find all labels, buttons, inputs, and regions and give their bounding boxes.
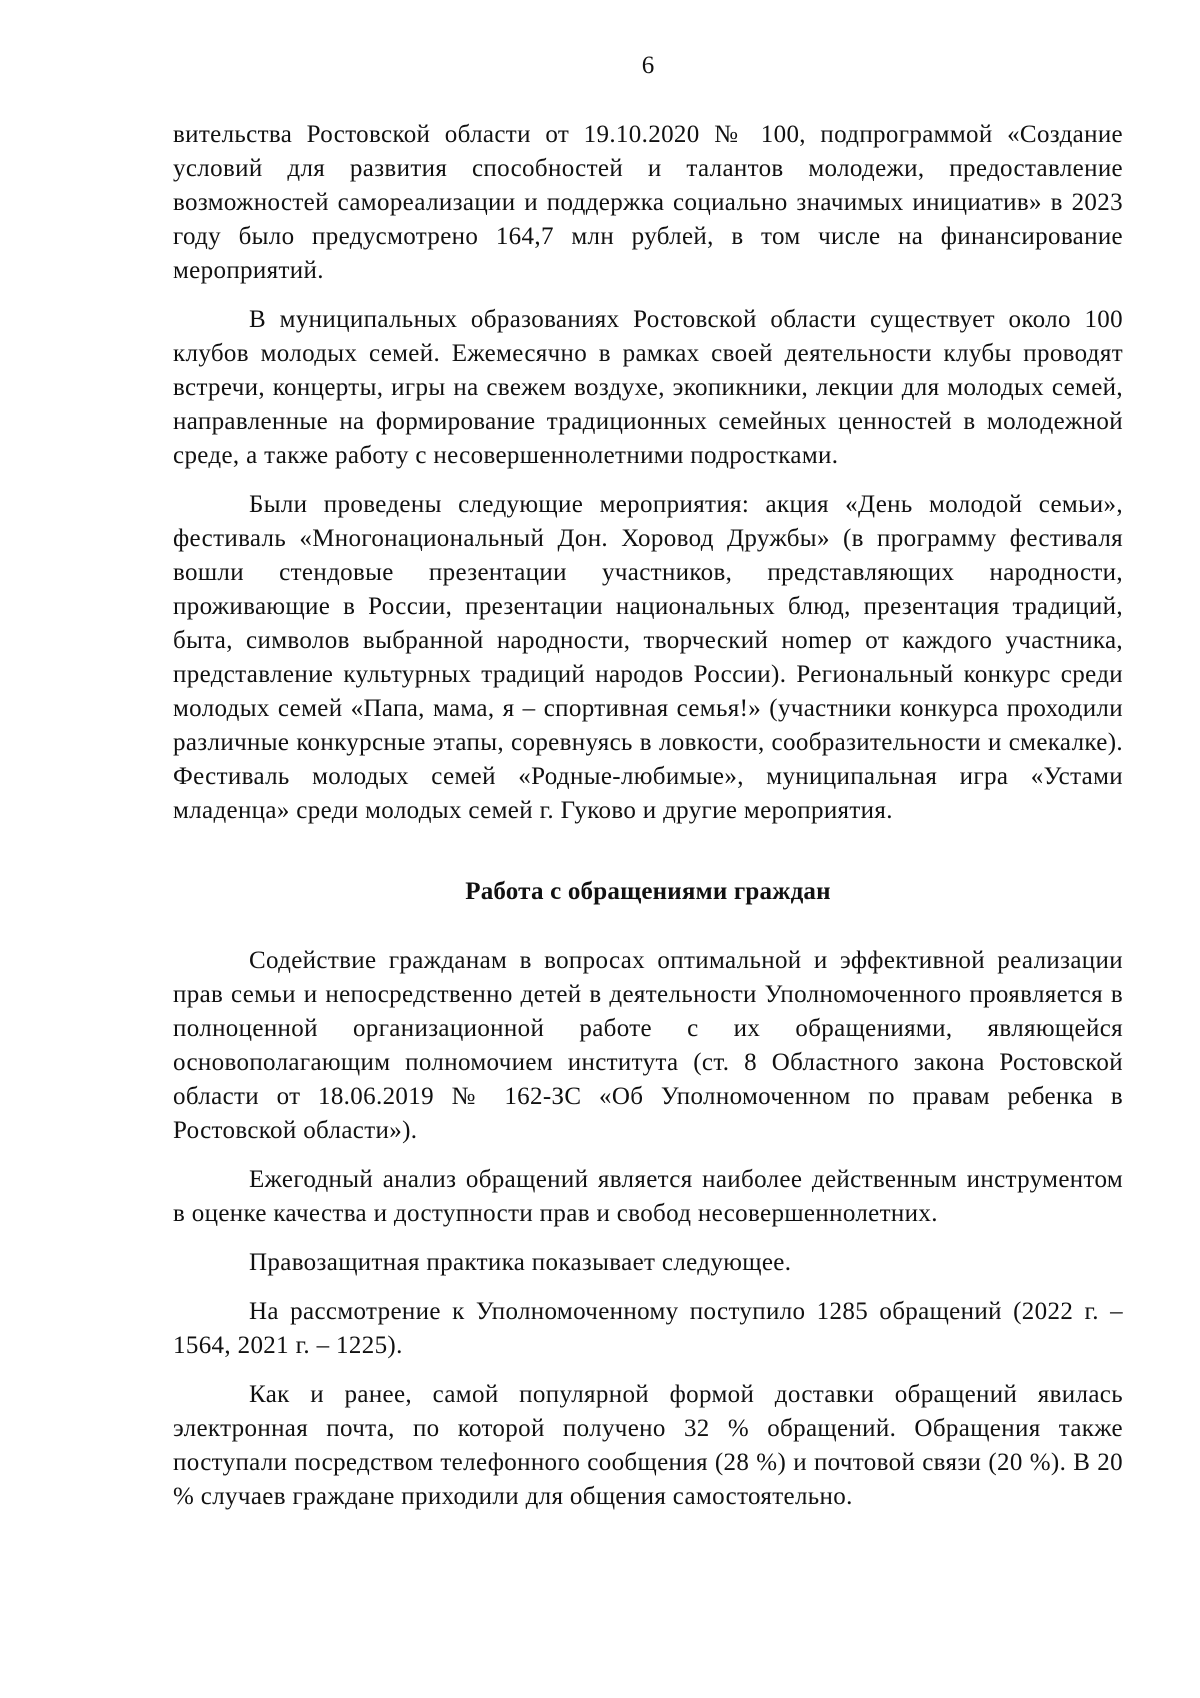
paragraph-delivery-methods: Как и ранее, самой популярной формой доставки обращений явилась электронная почта, по которой получено 32 % обращений. Обращения также поступали посредством телефонного сообщения (28 %) и почтовой связи (20 %). В 20 % случаев граждане приходили для общения самостоятельно. xyxy=(173,1381,1123,1510)
paragraph-events: Были проведены следующие мероприятия: акция «День молодой семьи», фестиваль «Многонациональный Дон. Хоровод Дружбы» (в программу фестиваля вошли стендовые презентации участников, представляющих народности, проживающие в России, презентации национальных блюд, презентация традиций, быта, символов выбранной народности, творческий ноmер от каждого участника, представление культурных традиций народов России). Региональный конкурс среди молодых семей «Папа, мама, я – спортивная семья!» (участники конкурса проходили различные конкурсные этапы, соревнуясь в ловкости, сообразительности и смекалке). Фестиваль молодых семей «Родные-любимые», муниципальная игра «Устами младенца» среди молодых семей г. Гуково и другие мероприятия. xyxy=(173,491,1123,824)
section-heading: Работа с обращениями граждан xyxy=(465,878,831,905)
paragraph-assistance: Содействие гражданам в вопросах оптимальной и эффективной реализации прав семьи и непосредственно детей в деятельности Уполномоченного проявляется в полноценной организационной работе с их обращениями, являющейся основополагающим полномочием института (ст. 8 Областного закона Ростовской области от 18.06.2019 № 162-ЗС «Об Уполномоченном по правам ребенка в Ростовской области»). xyxy=(173,947,1123,1144)
paragraph-practice: Правозащитная практика показывает следующее. xyxy=(249,1249,792,1276)
paragraph-young-family-clubs: В муниципальных образованиях Ростовской области существует около 100 клубов молодых семей. Ежемесячно в рамках своей деятельности клубы проводят встречи, концерты, игры на свежем воздухе, экопикники, лекции для молодых семей, направленные на формирование традиционных семейных ценностей в молодежной среде, а также работу с несовершеннолетними подростками. xyxy=(173,306,1123,469)
page-number: 6 xyxy=(641,52,655,79)
document-body xyxy=(173,118,1123,1529)
paragraph-annual-analysis: Ежегодный анализ обращений является наиболее действенным инструментом в оценке качества и доступности прав и свобод несовершеннолетних. xyxy=(173,1166,1123,1227)
paragraph-appeals-count: На рассмотрение к Уполномоченному поступило 1285 обращений (2022 г. – 1564, 2021 г. – 1225). xyxy=(173,1298,1123,1359)
paragraph-continued: вительства Ростовской области от 19.10.2020 № 100, подпрограммой «Создание условий для развития способностей и талантов молодежи, предоставление возможностей самореализации и поддержка социально значимых инициатив» в 2023 году было предусмотрено 164,7 млн рублей, в том числе на финансирование мероприятий. xyxy=(173,121,1123,284)
